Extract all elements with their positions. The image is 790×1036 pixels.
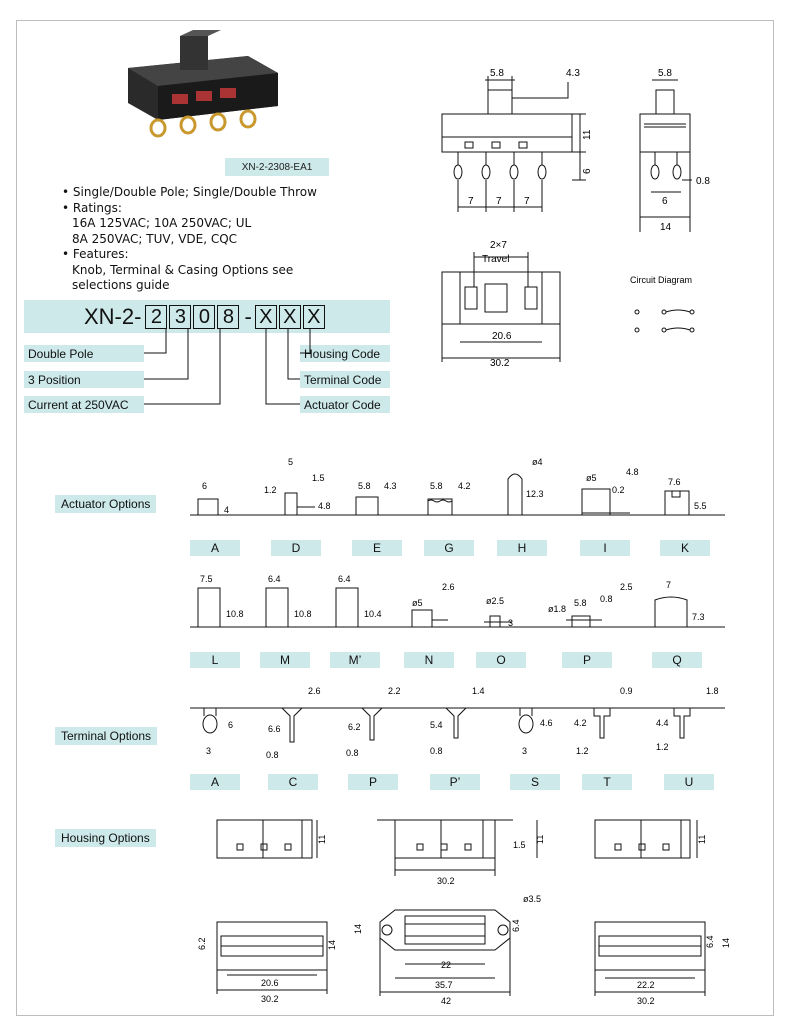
digit-box: 2 — [145, 305, 167, 329]
code-box: X — [279, 305, 301, 329]
dim-label: 6.4 — [338, 574, 351, 584]
dim-label: ø5 — [586, 473, 597, 483]
dim-label: 5.8 — [574, 598, 587, 608]
dim-label: 7 — [666, 580, 672, 590]
terminal-options-label: Terminal Options — [55, 727, 157, 745]
terminal-option-p: P — [348, 774, 398, 790]
dim-label: 10.4 — [364, 609, 382, 619]
actuator-options-label: Actuator Options — [55, 495, 156, 513]
dim-label: 6 — [662, 196, 668, 207]
part-prefix: XN-2- — [84, 304, 142, 329]
terminal-option-t: T — [582, 774, 632, 790]
dim-label: 22.2 — [637, 980, 655, 990]
dim-label: 4.8 — [318, 501, 331, 511]
bullet-line: 16A 125VAC; 10A 250VAC; UL — [72, 216, 252, 230]
actuator-option-h: H — [497, 540, 547, 556]
dim-label: 30.2 — [437, 876, 455, 886]
dim-label: 4.2 — [458, 481, 471, 491]
dim-label: 1.5 — [513, 840, 526, 850]
bullet-line: • Features: — [62, 247, 129, 261]
terminal-option-p-prime: P’ — [430, 774, 480, 790]
dim-label: 2.2 — [388, 686, 401, 696]
dim-label: 4.4 — [656, 718, 669, 728]
dim-label: 1.2 — [576, 746, 589, 756]
actuator-option-g: G — [424, 540, 474, 556]
code-label-current: Current at 250VAC — [28, 398, 129, 412]
part-dash: - — [244, 304, 252, 329]
dim-label: 4.2 — [574, 718, 587, 728]
dim-label: 7.3 — [692, 612, 705, 622]
dim-label: 4.3 — [566, 68, 580, 79]
dim-label: 20.6 — [261, 978, 279, 988]
actuator-row2-drawings — [190, 572, 730, 642]
terminal-option-a: A — [190, 774, 240, 790]
actuator-option-m: M — [260, 652, 310, 668]
dim-label: 6.2 — [197, 937, 207, 950]
dim-label: 7 — [468, 196, 474, 207]
terminal-option-c: C — [268, 774, 318, 790]
terminal-option-s: S — [510, 774, 560, 790]
dim-label: 7 — [524, 196, 530, 207]
dim-label: 0.8 — [600, 594, 613, 604]
dim-label: 1.8 — [706, 686, 719, 696]
dim-label: Travel — [482, 254, 510, 265]
code-label-terminal: Terminal Code — [304, 373, 382, 387]
dim-label: 6.4 — [268, 574, 281, 584]
dim-label: 0.8 — [696, 176, 710, 187]
dim-label: 6 — [582, 168, 593, 174]
dim-label: 0.9 — [620, 686, 633, 696]
dim-label: 0.2 — [612, 485, 625, 495]
dim-label: 5.4 — [430, 720, 443, 730]
dim-label: 1.2 — [656, 742, 669, 752]
dim-label: 11 — [697, 834, 707, 844]
dim-label: 4.6 — [540, 718, 553, 728]
code-box: X — [303, 305, 325, 329]
dim-label: 0.8 — [346, 748, 359, 758]
bullet-line: selections guide — [72, 278, 170, 292]
dim-label: ø3.5 — [523, 894, 542, 904]
housing-options-label: Housing Options — [55, 829, 156, 847]
dim-label: 2.6 — [442, 582, 455, 592]
dim-label: 35.7 — [435, 980, 453, 990]
dim-label: 14 — [353, 923, 363, 934]
dim-label: 10.8 — [294, 609, 312, 619]
actuator-row1-drawings — [190, 455, 730, 525]
dim-label: ø4 — [532, 457, 543, 467]
code-box: X — [255, 305, 277, 329]
dim-label: 11 — [582, 129, 593, 140]
actuator-option-o: O — [476, 652, 526, 668]
dim-label: 11 — [317, 834, 327, 844]
dim-label: 3 — [206, 746, 212, 756]
dim-label: 5.8 — [490, 68, 504, 79]
code-label-3-position: 3 Position — [28, 373, 81, 387]
dim-label: ø1.8 — [548, 604, 567, 614]
actuator-option-l: L — [190, 652, 240, 668]
dim-label: 5.8 — [430, 481, 443, 491]
dim-label: 12.3 — [526, 489, 544, 499]
dim-label: 5.8 — [658, 68, 672, 79]
product-photo — [118, 28, 288, 153]
dim-label: 2×7 — [490, 240, 507, 251]
dim-label: 5 — [288, 457, 294, 467]
dim-label: 7 — [496, 196, 502, 207]
bullet-line: 8A 250VAC; TUV, VDE, CQC — [72, 231, 238, 246]
bullet-line: • Single/Double Pole; Single/Double Throw — [62, 185, 317, 199]
dim-label: 7.6 — [668, 477, 681, 487]
dim-label: 14 — [660, 222, 672, 233]
dim-label: 0.8 — [266, 750, 279, 760]
dim-label: 0.8 — [430, 746, 443, 756]
dim-label: 6.4 — [705, 935, 715, 948]
dim-label: 6.6 — [268, 724, 281, 734]
digit-box: 0 — [193, 305, 215, 329]
dim-label: 22 — [441, 960, 452, 970]
code-label-actuator: Actuator Code — [304, 398, 381, 412]
dim-label: 1.4 — [472, 686, 485, 696]
dim-label: 6.2 — [348, 722, 361, 732]
dim-label: 20.6 — [492, 331, 512, 342]
dim-label: 3 — [508, 618, 514, 628]
dim-label: 4.3 — [384, 481, 397, 491]
digit-box: 8 — [217, 305, 239, 329]
code-label-housing: Housing Code — [304, 347, 381, 361]
dim-label: 30.2 — [261, 994, 279, 1004]
actuator-option-d: D — [271, 540, 321, 556]
housing-drawings — [197, 800, 745, 1010]
dim-label: ø5 — [412, 598, 423, 608]
part-number — [84, 303, 327, 331]
dim-label: 6 — [228, 720, 234, 730]
dim-label: 6 — [202, 481, 208, 491]
dim-label: 14 — [327, 939, 337, 950]
actuator-option-m-prime: M’ — [330, 652, 380, 668]
dim-label: 10.8 — [226, 609, 244, 619]
dim-label: 4.8 — [626, 467, 639, 477]
actuator-option-n: N — [404, 652, 454, 668]
dim-label: 14 — [721, 937, 731, 948]
dim-label: 2.5 — [620, 582, 633, 592]
dim-label: 5.5 — [694, 501, 707, 511]
bullet-line: • Ratings: — [62, 200, 122, 215]
dim-label: ø2.5 — [486, 596, 505, 606]
feature-list — [62, 185, 317, 294]
digit-box: 3 — [169, 305, 191, 329]
dim-label: 5.8 — [358, 481, 371, 491]
bullet-line: Knob, Terminal & Casing Options see — [72, 262, 294, 277]
terminal-option-u: U — [664, 774, 714, 790]
dim-label: 6.4 — [511, 919, 521, 932]
actuator-option-a: A — [190, 540, 240, 556]
dim-label: 2.6 — [308, 686, 321, 696]
dim-label: 7.5 — [200, 574, 213, 584]
dim-label: 1.5 — [312, 473, 325, 483]
terminal-drawings — [190, 682, 730, 762]
dim-label: 4 — [224, 505, 230, 515]
circuit-diagram-title: Circuit Diagram — [630, 275, 693, 285]
code-label-double-pole: Double Pole — [28, 347, 94, 361]
actuator-option-e: E — [352, 540, 402, 556]
actuator-option-p: P — [562, 652, 612, 668]
dim-label: 3 — [522, 746, 528, 756]
dim-label: 42 — [441, 996, 452, 1006]
dim-label: 11 — [535, 834, 545, 844]
dim-label: 1.2 — [264, 485, 277, 495]
product-caption: XN-2-2308-EA1 — [225, 158, 329, 176]
actuator-option-k: K — [660, 540, 710, 556]
top-technical-drawings — [430, 62, 760, 382]
actuator-option-i: I — [580, 540, 630, 556]
dim-label: 30.2 — [637, 996, 655, 1006]
actuator-option-q: Q — [652, 652, 702, 668]
dim-label: 30.2 — [490, 358, 510, 369]
